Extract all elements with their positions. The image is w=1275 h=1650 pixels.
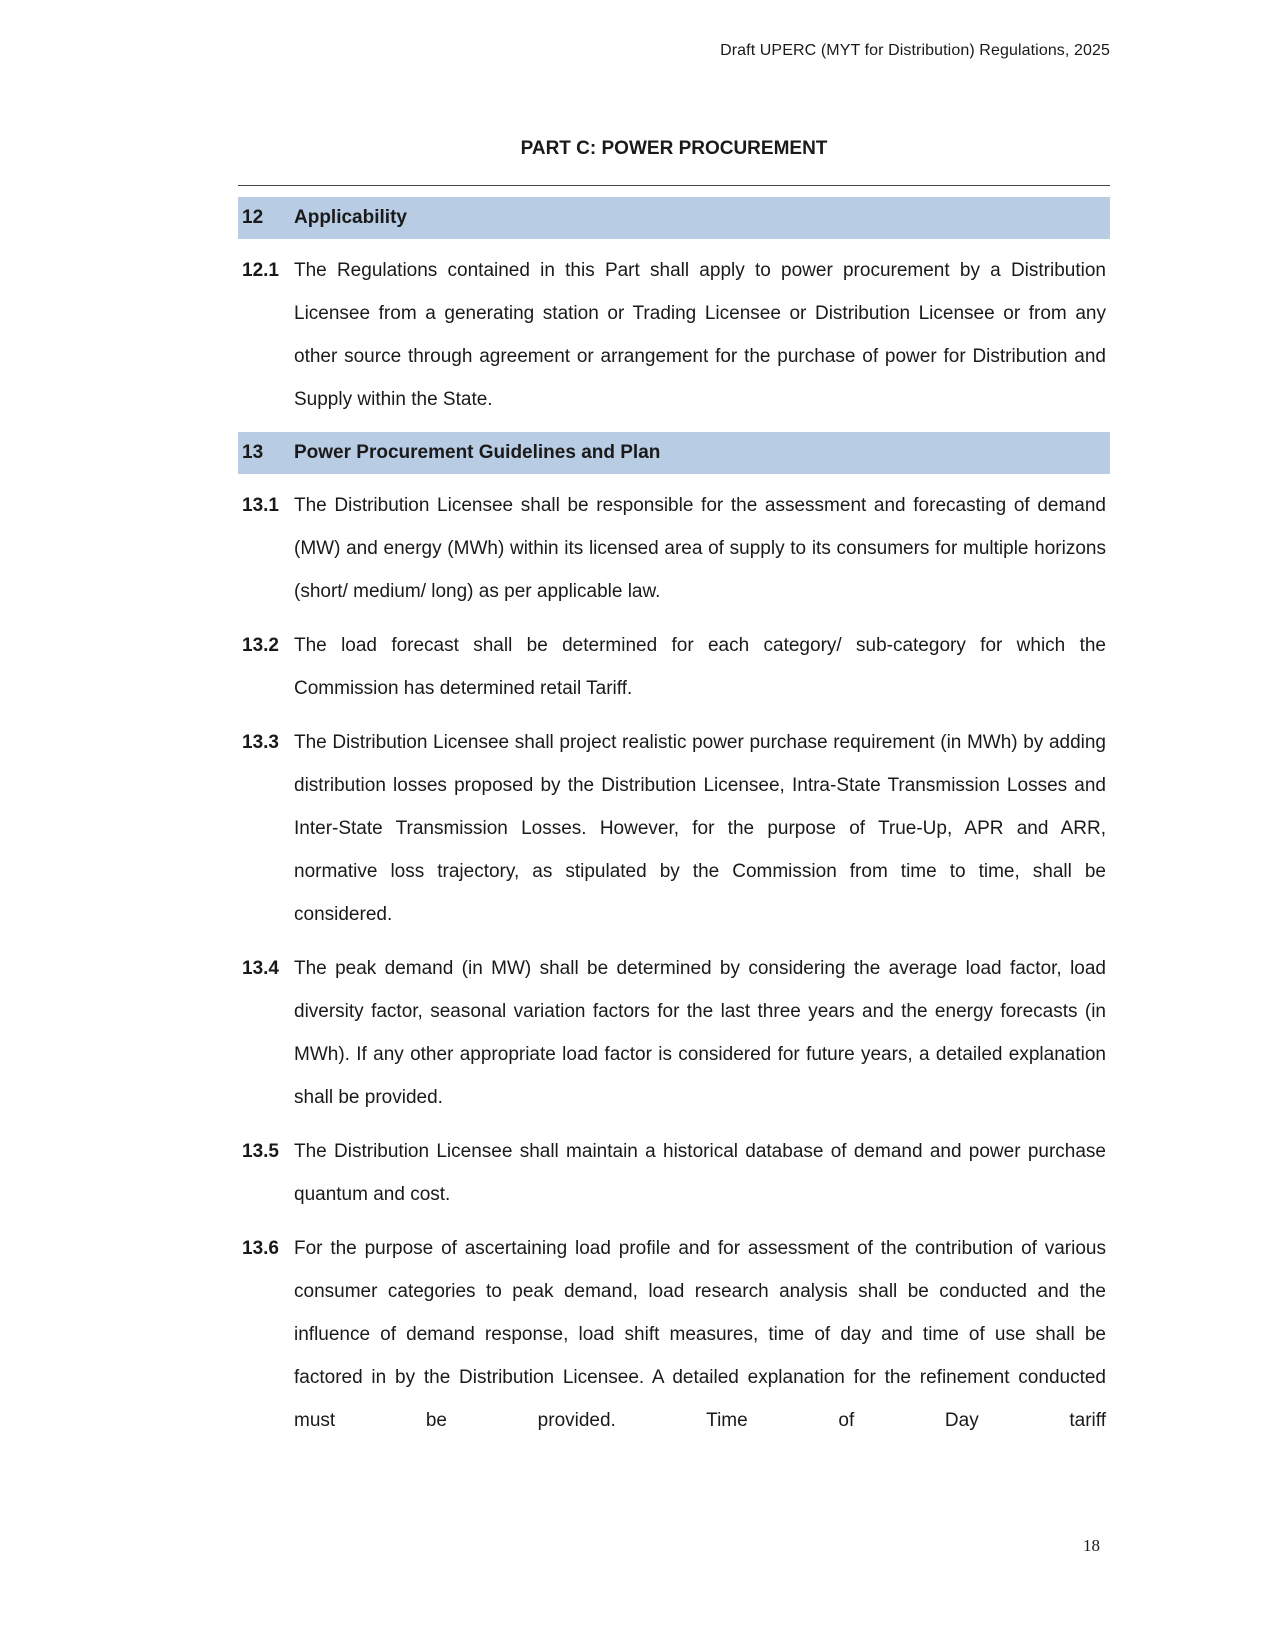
clause-13-4 bbox=[238, 947, 1110, 1119]
clause-13-6 bbox=[238, 1227, 1110, 1442]
section-title: Applicability bbox=[294, 207, 407, 228]
part-title: PART C: POWER PROCUREMENT bbox=[520, 138, 828, 159]
clause-text: The load forecast shall be determined for each category/ sub-category for which the Commission has determined retail Tariff. bbox=[294, 635, 1106, 699]
section-heading-13 bbox=[238, 432, 1110, 474]
clause-text: The Regulations contained in this Part shall apply to power procurement by a Distribution Licensee from a generating station or Trading Licensee or Distribution Licensee or from any other source through agreement or arrangement for the purchase of power for Distribution and Supply within the State. bbox=[294, 260, 1106, 410]
clause-13-2 bbox=[238, 624, 1110, 710]
clause-text: The Distribution Licensee shall project realistic power purchase requirement (in MWh) by adding distribution losses proposed by the Distribution Licensee, Intra-State Transmission Losses and Inter-State Transmission Losses. However, for the purpose of True-Up, APR and ARR, normative loss trajectory, as stipulated by the Commission from time to time, shall be considered. bbox=[294, 732, 1106, 925]
section-title: Power Procurement Guidelines and Plan bbox=[294, 442, 661, 463]
clause-text: For the purpose of ascertaining load profile and for assessment of the contribution of various consumer categories to peak demand, load research analysis shall be conducted and the influence of demand response, load shift measures, time of day and time of use shall be factored in by the Distribution Licensee. A detailed explanation for the refinement conducted must be provided. Time of Day tariff bbox=[294, 1238, 1106, 1431]
clause-number: 13.2 bbox=[242, 635, 279, 656]
document-body bbox=[238, 197, 1110, 1453]
clause-13-3 bbox=[238, 721, 1110, 936]
clause-number: 13.1 bbox=[242, 495, 279, 516]
clause-number: 13.4 bbox=[242, 958, 279, 979]
clause-12-1 bbox=[238, 249, 1110, 421]
clause-number: 13.5 bbox=[242, 1141, 279, 1162]
section-number: 13 bbox=[242, 442, 264, 463]
page-number: 18 bbox=[1083, 1536, 1100, 1555]
clause-number: 12.1 bbox=[242, 260, 279, 281]
section-number: 12 bbox=[242, 207, 264, 228]
clause-number: 13.6 bbox=[242, 1238, 279, 1259]
title-divider bbox=[238, 185, 1110, 186]
section-heading-12 bbox=[238, 197, 1110, 239]
clause-text: The peak demand (in MW) shall be determined by considering the average load factor, load diversity factor, seasonal variation factors for the last three years and the energy forecasts (in MWh). If any other appropriate load factor is considered for future years, a detailed explanation shall be provided. bbox=[294, 958, 1106, 1108]
clause-13-1 bbox=[238, 484, 1110, 613]
clause-13-5 bbox=[238, 1130, 1110, 1216]
clause-number: 13.3 bbox=[242, 732, 279, 753]
clause-text: The Distribution Licensee shall maintain a historical database of demand and power purchase quantum and cost. bbox=[294, 1141, 1106, 1205]
clause-text: The Distribution Licensee shall be responsible for the assessment and forecasting of demand (MW) and energy (MWh) within its licensed area of supply to its consumers for multiple horizons (short/ medium/ long) as per applicable law. bbox=[294, 495, 1106, 602]
running-header: Draft UPERC (MYT for Distribution) Regulations, 2025 bbox=[720, 42, 1110, 59]
